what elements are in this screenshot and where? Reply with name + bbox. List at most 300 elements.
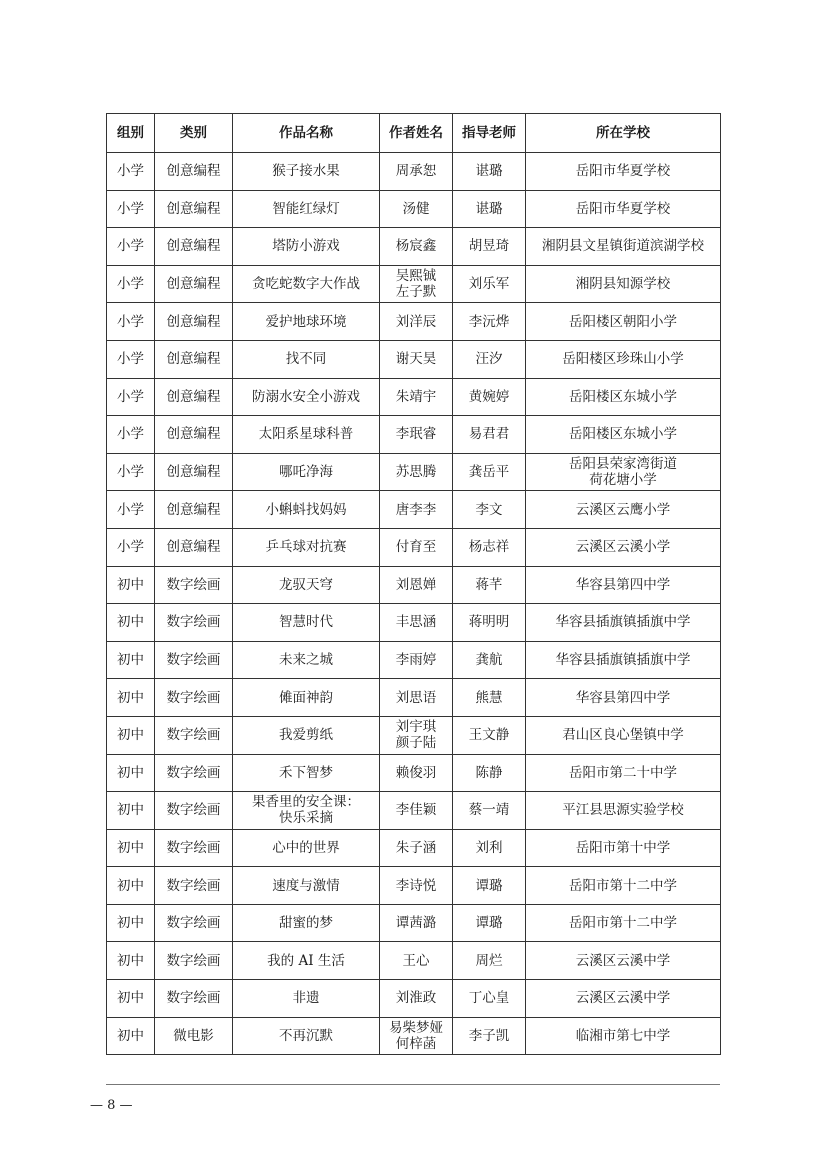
category-cell [155,980,233,1018]
advisor-cell [453,754,526,792]
advisor-cell [453,190,526,228]
table-row [107,528,721,566]
group-cell [107,829,155,867]
work-title-cell-text: 猴子接水果 [272,163,340,180]
author-cell-text: 杨宸鑫 [395,238,437,255]
school-cell [526,265,721,303]
category-cell [155,340,233,378]
table-row [107,904,721,942]
table-row [107,153,721,191]
table-row [107,453,721,491]
category-cell [155,228,233,266]
work-title-cell [233,679,380,717]
group-cell-text: 初中 [117,877,144,894]
advisor-cell [453,604,526,642]
group-cell-text: 初中 [117,802,144,819]
work-title-cell [233,416,380,454]
work-title-cell [233,904,380,942]
advisor-cell-text: 陈静 [475,764,503,781]
author-cell [380,904,453,942]
advisor-cell [453,904,526,942]
school-cell-text: 岳阳楼区朝阳小学 [569,313,677,330]
table-row [107,980,721,1018]
category-cell-text: 创意编程 [166,200,221,217]
school-cell [526,528,721,566]
work-title-cell-text: 速度与激情 [272,877,340,894]
school-cell-text: 岳阳楼区东城小学 [569,426,677,443]
author-cell-text: 李珉睿 [395,426,437,443]
table-row [107,303,721,341]
advisor-cell-text: 蒋明明 [468,614,510,631]
work-title-cell-text: 我爱剪纸 [279,727,333,744]
table-row [107,340,721,378]
work-title-cell [233,190,380,228]
advisor-cell [453,1017,526,1055]
school-cell [526,303,721,341]
work-title-cell [233,754,380,792]
school-cell-text: 岳阳市华夏学校 [575,163,671,180]
school-cell [526,453,721,491]
group-cell [107,340,155,378]
author-cell [380,265,453,303]
work-title-cell-text: 防溺水安全小游戏 [252,388,360,405]
advisor-cell [453,679,526,717]
author-cell [380,942,453,980]
work-title-cell [233,980,380,1018]
advisor-cell-text: 龚航 [475,652,503,669]
group-cell-text: 初中 [117,689,144,706]
school-cell-text: 华容县第四中学 [575,576,671,593]
col-header-work-title: 作品名称 [233,114,380,153]
category-cell-text: 数字绘画 [166,990,221,1007]
author-cell-text: 王心 [402,952,430,969]
category-cell [155,604,233,642]
group-cell-text: 初中 [117,764,144,781]
table-row [107,190,721,228]
author-cell-text: 谢天昊 [395,351,437,368]
work-title-cell [233,641,380,679]
group-cell [107,980,155,1018]
category-cell-text: 创意编程 [166,351,221,368]
group-cell-text: 小学 [117,200,144,217]
table-row [107,716,721,754]
category-cell-text: 创意编程 [166,388,221,405]
work-title-cell [233,566,380,604]
group-cell [107,867,155,905]
table-row [107,792,721,830]
advisor-cell [453,829,526,867]
work-title-cell [233,867,380,905]
school-cell [526,904,721,942]
category-cell [155,754,233,792]
category-cell-text: 创意编程 [166,464,221,481]
category-cell-text: 创意编程 [166,163,221,180]
school-cell [526,716,721,754]
work-title-cell-text: 傩面神韵 [279,689,333,706]
group-cell [107,190,155,228]
author-cell-text: 刘思语 [395,689,437,706]
category-cell [155,416,233,454]
category-cell-text: 数字绘画 [166,877,221,894]
table-row [107,265,721,303]
author-cell-text: 朱靖宇 [395,388,437,405]
table-row [107,829,721,867]
advisor-cell [453,792,526,830]
category-cell [155,566,233,604]
category-cell [155,528,233,566]
school-cell [526,228,721,266]
work-title-cell [233,303,380,341]
category-cell-text: 数字绘画 [166,802,221,819]
col-header-group: 组别 [107,114,155,153]
work-title-cell [233,942,380,980]
author-cell-text: 李佳颖 [395,802,437,819]
group-cell-text: 小学 [117,501,144,518]
school-cell-text: 岳阳市第十二中学 [569,877,677,894]
author-cell-text: 苏思腾 [395,464,437,481]
category-cell-text: 创意编程 [166,501,221,518]
group-cell-text: 小学 [117,464,144,481]
col-header-category: 类别 [155,114,233,153]
table-header-row [107,114,721,153]
advisor-cell [453,491,526,529]
advisor-cell-text: 刘乐军 [468,276,510,293]
bottom-rule [106,1084,720,1085]
school-cell [526,942,721,980]
work-title-cell [233,829,380,867]
school-cell-text: 平江县思源实验学校 [562,802,684,819]
category-cell-text: 数字绘画 [166,839,221,856]
table-row [107,228,721,266]
author-cell [380,867,453,905]
school-cell [526,416,721,454]
school-cell-text: 湘阴县文星镇街道滨湖学校 [542,238,704,255]
school-cell [526,190,721,228]
group-cell-text: 初中 [117,952,144,969]
school-cell-text: 岳阳楼区珍珠山小学 [562,351,684,368]
category-cell-text: 数字绘画 [166,915,221,932]
advisor-cell-text: 杨志祥 [468,539,510,556]
group-cell-text: 初中 [117,990,144,1007]
table-row [107,566,721,604]
advisor-cell-text: 黄婉婷 [468,388,510,405]
category-cell [155,190,233,228]
col-header-advisor: 指导老师 [453,114,526,153]
school-cell-text: 华容县插旗镇插旗中学 [555,614,691,631]
table-row [107,1017,721,1055]
category-cell [155,1017,233,1055]
school-cell [526,1017,721,1055]
group-cell-text: 小学 [117,276,144,293]
group-cell [107,378,155,416]
work-title-cell [233,378,380,416]
advisor-cell-text: 李文 [475,501,503,518]
author-cell [380,604,453,642]
author-cell [380,716,453,754]
school-cell [526,641,721,679]
author-cell [380,153,453,191]
work-title-cell-text: 太阳系星球科普 [258,426,354,443]
group-cell-text: 小学 [117,388,144,405]
school-cell [526,378,721,416]
work-title-cell-text: 贪吃蛇数字大作战 [252,276,360,293]
work-title-cell-text: 找不同 [285,351,327,368]
results-table [106,113,721,1055]
category-cell [155,153,233,191]
author-cell-text: 刘宇琪 颜子陆 [395,719,437,752]
work-title-cell-text: 智慧时代 [279,614,333,631]
work-title-cell-text: 哪吒净海 [279,464,333,481]
category-cell-text: 创意编程 [166,276,221,293]
author-cell-text: 刘恩婵 [395,576,437,593]
advisor-cell-text: 谌璐 [475,200,503,217]
author-cell [380,340,453,378]
advisor-cell-text: 易君君 [468,426,510,443]
advisor-cell [453,942,526,980]
work-title-cell [233,491,380,529]
author-cell-text: 赖俊羽 [395,764,437,781]
advisor-cell [453,340,526,378]
col-header-school: 所在学校 [526,114,721,153]
advisor-cell [453,641,526,679]
author-cell [380,566,453,604]
school-cell-text: 岳阳楼区东城小学 [569,388,677,405]
group-cell [107,1017,155,1055]
work-title-cell-text: 不再沉默 [279,1027,333,1044]
category-cell-text: 数字绘画 [166,614,221,631]
category-cell [155,904,233,942]
category-cell-text: 创意编程 [166,539,221,556]
work-title-cell [233,1017,380,1055]
group-cell [107,679,155,717]
work-title-cell [233,604,380,642]
author-cell-text: 吴熙铖 左子默 [395,268,437,301]
category-cell-text: 数字绘画 [166,652,221,669]
group-cell-text: 小学 [117,351,144,368]
work-title-cell-text: 非遗 [292,990,320,1007]
work-title-cell [233,228,380,266]
work-title-cell-text: 龙驭天穹 [279,576,333,593]
category-cell-text: 创意编程 [166,313,221,330]
advisor-cell [453,716,526,754]
category-cell-text: 微电影 [173,1027,214,1044]
author-cell-text: 刘淮政 [395,990,437,1007]
category-cell-text: 创意编程 [166,426,221,443]
group-cell-text: 小学 [117,313,144,330]
advisor-cell [453,153,526,191]
school-cell-text: 云溪区云鹰小学 [575,501,671,518]
group-cell [107,528,155,566]
table-row [107,641,721,679]
advisor-cell-text: 李子凯 [468,1027,510,1044]
advisor-cell [453,303,526,341]
school-cell-text: 湘阴县知源学校 [575,276,671,293]
advisor-cell-text: 王文静 [468,727,510,744]
table-row [107,491,721,529]
group-cell [107,265,155,303]
author-cell-text: 付育至 [395,539,437,556]
author-cell [380,792,453,830]
category-cell [155,867,233,905]
table-row [107,604,721,642]
advisor-cell [453,867,526,905]
category-cell [155,942,233,980]
author-cell [380,754,453,792]
school-cell [526,566,721,604]
group-cell-text: 小学 [117,539,144,556]
page-number: — 8 — [90,1098,133,1113]
group-cell-text: 初中 [117,727,144,744]
work-title-cell-text: 我的 AI 生活 [267,952,345,969]
author-cell-text: 易柴梦娅 何梓菡 [389,1019,443,1052]
advisor-cell [453,265,526,303]
group-cell [107,716,155,754]
author-cell [380,641,453,679]
author-cell [380,679,453,717]
school-cell-text: 云溪区云溪中学 [575,990,671,1007]
table-body [107,153,721,1055]
work-title-cell-text: 心中的世界 [272,839,340,856]
author-cell [380,228,453,266]
author-cell [380,1017,453,1055]
school-cell-text: 云溪区云溪中学 [575,952,671,969]
advisor-cell-text: 熊慧 [475,689,503,706]
author-cell-text: 汤健 [402,200,430,217]
work-title-cell-text: 禾下智梦 [279,764,333,781]
author-cell [380,303,453,341]
school-cell [526,604,721,642]
category-cell-text: 数字绘画 [166,952,221,969]
school-cell-text: 岳阳市华夏学校 [575,200,671,217]
group-cell-text: 初中 [117,576,144,593]
school-cell-text: 岳阳市第十中学 [575,839,671,856]
author-cell [380,491,453,529]
work-title-cell-text: 乒乓球对抗赛 [265,539,347,556]
category-cell [155,679,233,717]
category-cell-text: 数字绘画 [166,764,221,781]
advisor-cell-text: 蒋芊 [475,576,503,593]
author-cell-text: 谭茜潞 [395,915,437,932]
category-cell [155,378,233,416]
group-cell [107,754,155,792]
advisor-cell [453,453,526,491]
author-cell [380,528,453,566]
table-row [107,867,721,905]
author-cell [380,416,453,454]
category-cell [155,716,233,754]
work-title-cell [233,265,380,303]
group-cell [107,453,155,491]
category-cell [155,792,233,830]
table-row [107,942,721,980]
author-cell [380,829,453,867]
group-cell [107,228,155,266]
category-cell-text: 数字绘画 [166,576,221,593]
advisor-cell-text: 谭璐 [475,877,503,894]
author-cell-text: 唐李李 [395,501,437,518]
category-cell [155,829,233,867]
school-cell-text: 华容县第四中学 [575,689,671,706]
table-row [107,378,721,416]
group-cell [107,604,155,642]
group-cell [107,641,155,679]
advisor-cell-text: 蔡一靖 [468,802,510,819]
advisor-cell-text: 谌璐 [475,163,503,180]
table-row [107,754,721,792]
author-cell [380,190,453,228]
school-cell-text: 云溪区云溪小学 [575,539,671,556]
school-cell [526,153,721,191]
work-title-cell-text: 甜蜜的梦 [279,915,333,932]
author-cell-text: 朱子涵 [395,839,437,856]
advisor-cell [453,378,526,416]
group-cell-text: 初中 [117,915,144,932]
school-cell [526,491,721,529]
category-cell [155,303,233,341]
school-cell [526,679,721,717]
advisor-cell-text: 李沅烨 [468,313,510,330]
school-cell [526,829,721,867]
advisor-cell-text: 龚岳平 [468,464,510,481]
group-cell-text: 小学 [117,238,144,255]
school-cell [526,980,721,1018]
work-title-cell-text: 果香里的安全课： 快乐采摘 [252,794,360,827]
school-cell [526,754,721,792]
work-title-cell [233,792,380,830]
group-cell [107,792,155,830]
work-title-cell [233,453,380,491]
group-cell-text: 小学 [117,163,144,180]
work-title-cell [233,528,380,566]
advisor-cell-text: 刘利 [475,839,503,856]
author-cell [380,980,453,1018]
author-cell-text: 李诗悦 [395,877,437,894]
group-cell [107,491,155,529]
category-cell [155,641,233,679]
advisor-cell [453,416,526,454]
advisor-cell-text: 周烂 [475,952,503,969]
work-title-cell-text: 爱护地球环境 [265,313,347,330]
school-cell-text: 临湘市第七中学 [575,1027,671,1044]
group-cell [107,153,155,191]
advisor-cell-text: 丁心皇 [468,990,510,1007]
work-title-cell [233,153,380,191]
group-cell-text: 小学 [117,426,144,443]
group-cell [107,416,155,454]
group-cell-text: 初中 [117,614,144,631]
school-cell [526,792,721,830]
author-cell-text: 丰思涵 [395,614,437,631]
school-cell-text: 岳阳市第十二中学 [569,915,677,932]
advisor-cell [453,566,526,604]
group-cell [107,303,155,341]
group-cell [107,942,155,980]
school-cell-text: 岳阳市第二十中学 [569,764,677,781]
category-cell [155,491,233,529]
school-cell-text: 君山区良心堡镇中学 [562,727,684,744]
col-header-author: 作者姓名 [380,114,453,153]
advisor-cell-text: 汪汐 [475,351,503,368]
advisor-cell-text: 谭璐 [475,915,503,932]
table-row [107,416,721,454]
category-cell-text: 数字绘画 [166,689,221,706]
work-title-cell-text: 未来之城 [279,652,333,669]
advisor-cell-text: 胡昱琦 [468,238,510,255]
work-title-cell-text: 塔防小游戏 [272,238,340,255]
advisor-cell [453,228,526,266]
advisor-cell [453,528,526,566]
group-cell-text: 初中 [117,652,144,669]
